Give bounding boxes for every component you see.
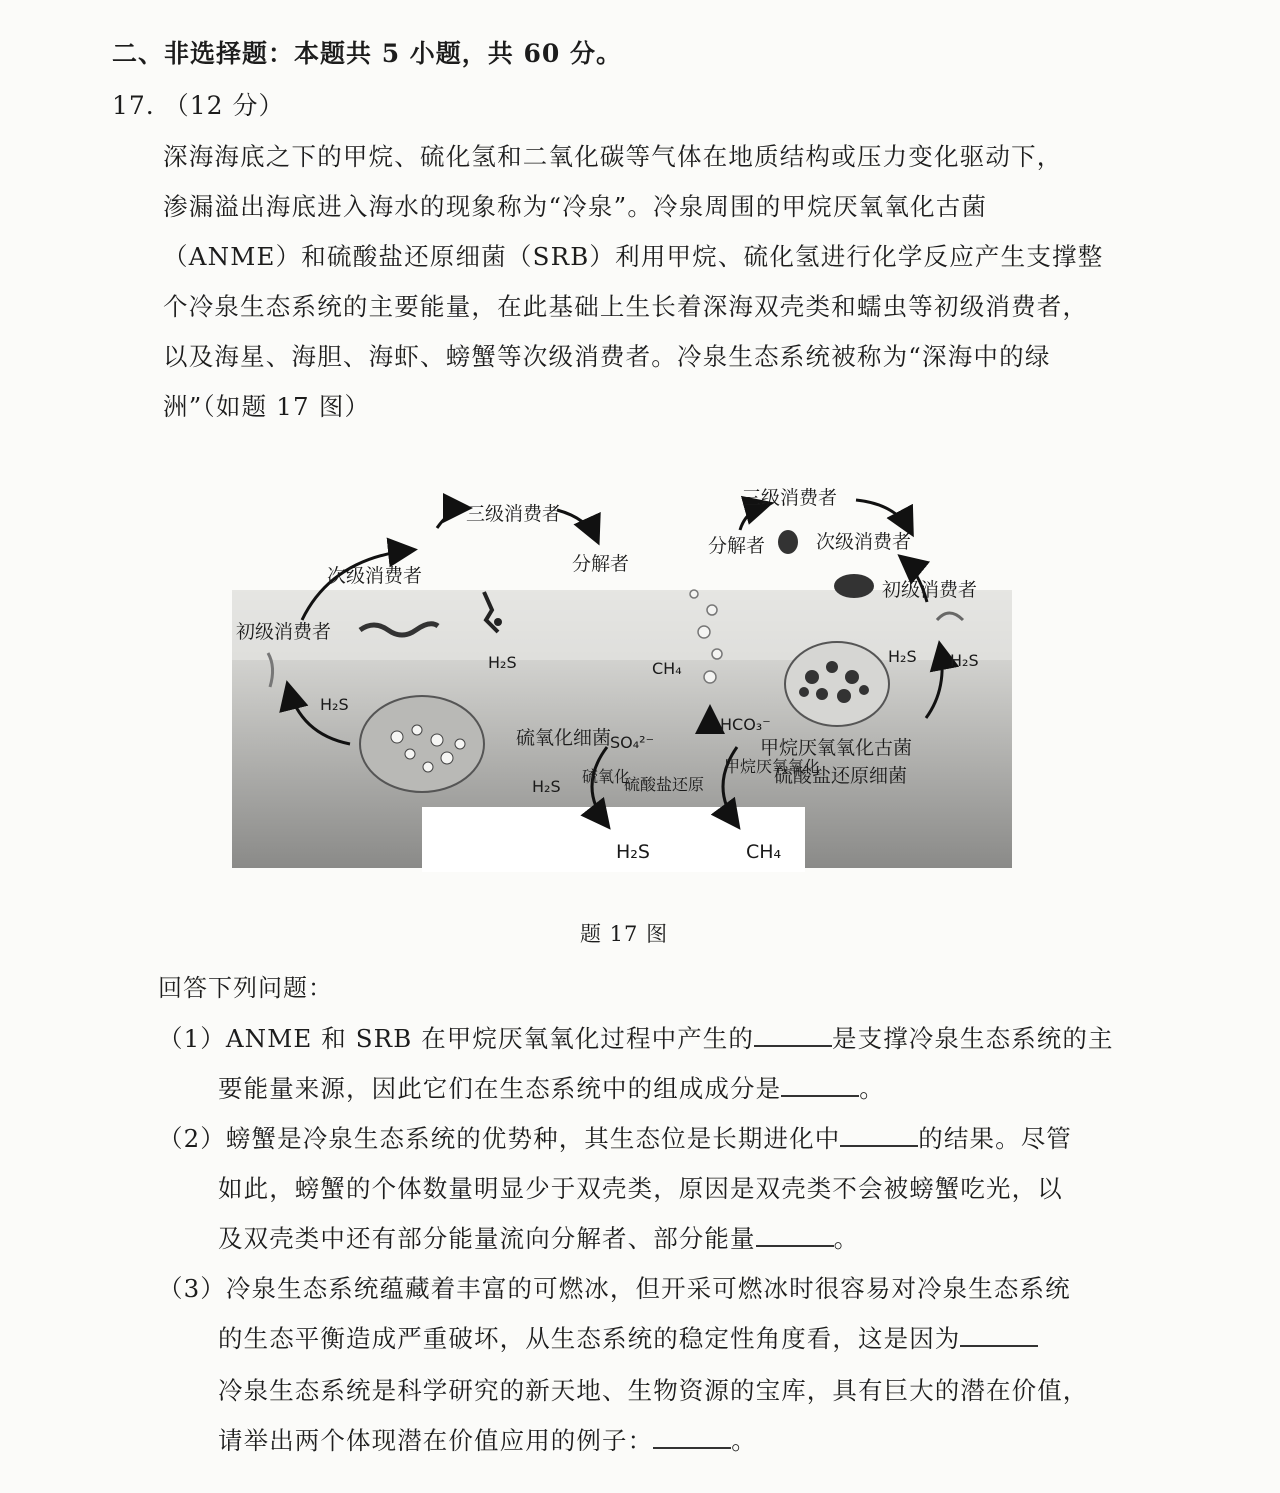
- subquestion-3-cont: 冷泉生态系统是科学研究的新天地、生物资源的宝库，具有巨大的潜在价值，: [218, 1376, 1089, 1405]
- microbe-cluster-right: [785, 642, 889, 726]
- cold-seep-diagram: [232, 482, 1012, 872]
- subquestion-2: [158, 1120, 1072, 1155]
- q2-text-c: 及双壳类中还有部分能量流向分解者、部分能量: [218, 1224, 756, 1253]
- question-score: （12 分）: [163, 91, 285, 120]
- answer-blank[interactable]: [781, 1075, 859, 1097]
- q1-text-a: ANME 和 SRB 在甲烷厌氧氧化过程中产生的: [225, 1024, 754, 1053]
- paragraph-line: （ANME）和硫酸盐还原细菌（SRB）利用甲烷、硫化氢进行化学反应产生支撑整: [163, 242, 1104, 271]
- label-left-h2s-b: H₂S: [320, 695, 349, 714]
- label-ch4: CH₄: [652, 659, 682, 678]
- q3-text-d: 。: [731, 1426, 757, 1455]
- paragraph-line: 个冷泉生态系统的主要能量，在此基础上生长着深海双壳类和蠕虫等初级消费者，: [163, 292, 1089, 321]
- q1-text-c: 要能量来源，因此它们在生态系统中的组成成分是: [218, 1074, 782, 1103]
- label-left-primary: 初级消费者: [236, 621, 332, 643]
- label-right-primary: 初级消费者: [882, 579, 978, 601]
- section-title: 二、非选择题：本题共 5 小题，共 60 分。: [112, 39, 623, 68]
- answer-blank[interactable]: [756, 1225, 834, 1247]
- q3-text-c: 请举出两个体现潜在价值应用的例子：: [218, 1426, 654, 1455]
- starfish-icon: [778, 530, 798, 554]
- subquestion-number: （1）: [158, 1024, 226, 1053]
- label-methane-oxidation: 甲烷厌氧氧化: [724, 757, 821, 776]
- answer-blank[interactable]: [754, 1025, 832, 1047]
- subquestion-1: [158, 1020, 1114, 1055]
- q3-text-b: 的生态平衡造成严重破坏，从生态系统的稳定性角度看，这是因为: [218, 1324, 961, 1353]
- question-header: [112, 86, 284, 122]
- q1-text-b: 是支撑冷泉生态系统的主: [832, 1024, 1114, 1053]
- label-oxidation: 硫氧化: [582, 767, 631, 786]
- label-so4: SO₄²⁻: [610, 733, 655, 752]
- paragraph-line: 以及海星、海胆、海虾、螃蟹等次级消费者。冷泉生态系统被称为“深海中的绿: [163, 342, 1051, 371]
- label-right-tertiary: 三级消费者: [742, 487, 838, 509]
- paragraph-line: 洲”（如题 17 图）: [163, 392, 371, 421]
- crab-icon: [834, 574, 874, 598]
- label-left-h2s-a: H₂S: [488, 653, 517, 672]
- label-bottom-h2s: H₂S: [616, 841, 650, 863]
- answer-blank[interactable]: [653, 1427, 731, 1449]
- answer-prompt: 回答下列问题：: [158, 974, 333, 1002]
- subquestion-2-cont: 如此，螃蟹的个体数量明显少于双壳类，原因是双壳类不会被螃蟹吃光，以: [218, 1174, 1063, 1203]
- q2-text-b: 的结果。尽管: [918, 1124, 1072, 1153]
- label-right-h2s-b: H₂S: [950, 651, 979, 670]
- q2-text-d: 。: [833, 1224, 860, 1253]
- subquestion-3: [158, 1270, 1071, 1305]
- label-h2s-mid: H₂S: [532, 777, 561, 796]
- label-bottom-ch4: CH₄: [746, 841, 782, 863]
- answer-blank[interactable]: [840, 1125, 918, 1147]
- label-left-secondary: 次级消费者: [327, 565, 423, 587]
- q3-text-a: 冷泉生态系统蕴藏着丰富的可燃冰，但开采可燃冰时很容易对冷泉生态系统: [225, 1274, 1071, 1303]
- subquestion-3-cont: [218, 1320, 1038, 1355]
- subquestion-3-cont: [218, 1422, 757, 1457]
- q1-text-d: 。: [859, 1074, 885, 1103]
- label-left-tertiary: 三级消费者: [466, 503, 562, 525]
- paragraph-line: 深海海底之下的甲烷、硫化氢和二氧化碳等气体在地质结构或压力变化驱动下，: [163, 142, 1063, 171]
- question-number: 17.: [112, 91, 155, 120]
- figure-caption: 题 17 图: [580, 922, 669, 946]
- label-anme: 甲烷厌氧氧化古菌: [760, 737, 913, 759]
- label-right-secondary: 次级消费者: [816, 531, 912, 553]
- subquestion-1-cont: [218, 1070, 885, 1105]
- label-hco3: HCO₃⁻: [720, 715, 771, 734]
- label-srb: 硫酸盐还原细菌: [774, 765, 908, 787]
- subquestion-number: （2）: [158, 1124, 226, 1153]
- q2-text-a: 螃蟹是冷泉生态系统的优势种，其生态位是长期进化中: [225, 1124, 841, 1153]
- label-left-decomposer: 分解者: [572, 553, 630, 575]
- answer-blank[interactable]: [960, 1325, 1038, 1347]
- label-sulfate-reduction: 硫酸盐还原: [624, 775, 705, 794]
- label-right-h2s-a: H₂S: [888, 647, 917, 666]
- paragraph-line: 渗漏溢出海底进入海水的现象称为“冷泉”。冷泉周围的甲烷厌氧氧化古菌: [163, 192, 988, 221]
- label-sulfur-bacteria: 硫氧化细菌: [516, 727, 612, 749]
- label-right-decomposer: 分解者: [708, 535, 766, 557]
- subquestion-number: （3）: [158, 1274, 226, 1303]
- subquestion-2-cont: [218, 1220, 859, 1255]
